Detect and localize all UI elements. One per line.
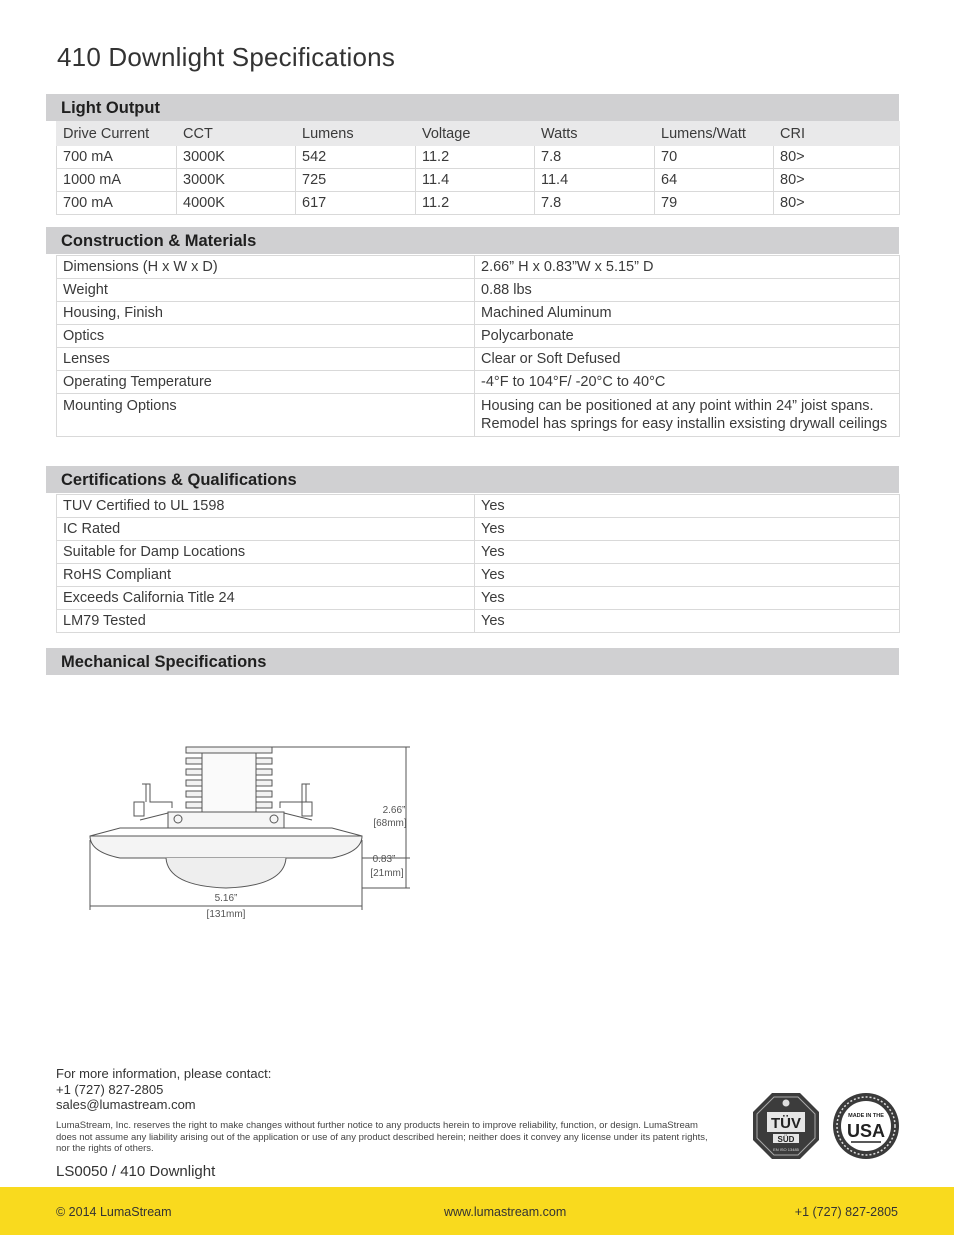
table-cell: 700 mA [57, 146, 177, 169]
spec-label: Housing, Finish [57, 302, 475, 325]
spec-label: Dimensions (H x W x D) [57, 256, 475, 279]
mechanical-header: Mechanical Specifications [46, 648, 899, 675]
table-cell: 11.4 [416, 169, 535, 192]
table-cell: 725 [296, 169, 416, 192]
table-cell: 4000K [177, 192, 296, 215]
tuv-sud-text: SÜD [777, 1135, 795, 1144]
made-in-usa-icon [832, 1092, 900, 1160]
certifications-header: Certifications & Qualifications [46, 466, 899, 493]
table-row [57, 169, 900, 192]
table-cell: 11.4 [535, 169, 655, 192]
table-cell: 11.2 [416, 192, 535, 215]
construction-header: Construction & Materials [46, 227, 899, 254]
table-row [57, 495, 900, 518]
spec-value: Housing can be positioned at any point within 24” joist spans. Remodel has springs for easy installin exsisting drywall ceilings [475, 394, 900, 437]
table-cell: 80> [774, 192, 900, 215]
usa-top-text: MADE IN THE [848, 1113, 884, 1119]
table-cell: 70 [655, 146, 774, 169]
table-cell: 617 [296, 192, 416, 215]
spec-label: Exceeds California Title 24 [57, 587, 475, 610]
table-row [57, 302, 900, 325]
spec-value: Machined Aluminum [475, 302, 900, 325]
column-header: Lumens/Watt [655, 122, 774, 146]
table-row [57, 146, 900, 169]
footer-website[interactable]: www.lumastream.com [444, 1205, 567, 1219]
table-cell: 3000K [177, 169, 296, 192]
table-row [57, 541, 900, 564]
dim-height-in: 2.66” [382, 805, 406, 816]
column-header: Lumens [296, 122, 416, 146]
table-cell: 80> [774, 146, 900, 169]
table-cell: 11.2 [416, 146, 535, 169]
footer-phone: +1 (727) 827-2805 [794, 1205, 898, 1219]
table-row [57, 610, 900, 633]
spec-value: Yes [475, 541, 900, 564]
table-cell: 700 mA [57, 192, 177, 215]
light-output-header: Light Output [46, 94, 899, 121]
table-cell: 542 [296, 146, 416, 169]
dim-lens-mm: [21mm] [370, 868, 404, 879]
construction-table [56, 255, 900, 437]
dim-lens-in: 0.83” [372, 854, 396, 865]
spec-label: Weight [57, 279, 475, 302]
usa-main-text: USA [846, 1121, 886, 1141]
table-cell: 79 [655, 192, 774, 215]
table-cell: 80> [774, 169, 900, 192]
table-row [57, 348, 900, 371]
tuv-sud-certification-icon [752, 1092, 820, 1160]
table-row [57, 325, 900, 348]
dim-width-mm: [131mm] [206, 909, 246, 920]
spec-label: LM79 Tested [57, 610, 475, 633]
spec-value: Polycarbonate [475, 325, 900, 348]
spec-label: Optics [57, 325, 475, 348]
legal-disclaimer: LumaStream, Inc. reserves the right to make changes without further notice to any products herein to improve reliability, function, or design. LumaStream does not assume any liability arising out of the application or use of any product described herein; neither does it convey any license under its patent rights, nor the rights of others. [56, 1120, 708, 1154]
spec-label: Operating Temperature [57, 371, 475, 394]
spec-label: RoHS Compliant [57, 564, 475, 587]
column-header: Voltage [416, 122, 535, 146]
spec-value: Yes [475, 610, 900, 633]
footer-copyright: © 2014 LumaStream [56, 1205, 172, 1219]
spec-label: Mounting Options [57, 394, 475, 437]
document-id: LS0050 / 410 Downlight [56, 1163, 216, 1180]
spec-value: -4°F to 104°F/ -20°C to 40°C [475, 371, 900, 394]
contact-email[interactable]: sales@lumastream.com [56, 1097, 196, 1112]
table-cell: 1000 mA [57, 169, 177, 192]
table-row [57, 192, 900, 215]
contact-phone: +1 (727) 827-2805 [56, 1081, 164, 1097]
spec-value: Clear or Soft Defused [475, 348, 900, 371]
dim-width-in: 5.16” [214, 893, 238, 904]
table-row [57, 279, 900, 302]
spec-value: Yes [475, 495, 900, 518]
table-row [57, 587, 900, 610]
light-output-table [56, 121, 900, 215]
spec-value: Yes [475, 564, 900, 587]
spec-value: Yes [475, 518, 900, 541]
contact-intro: For more information, please contact: [56, 1066, 272, 1081]
table-row [57, 564, 900, 587]
table-row [57, 371, 900, 394]
table-row [57, 518, 900, 541]
certifications-table [56, 494, 900, 633]
spec-value: 0.88 lbs [475, 279, 900, 302]
table-row [57, 394, 900, 437]
downlight-dimension-drawing [80, 740, 440, 922]
contact-block [56, 1066, 271, 1113]
page-title: 410 Downlight Specifications [57, 42, 396, 72]
dim-height-mm: [68mm] [373, 818, 407, 829]
column-header: Watts [535, 122, 655, 146]
table-cell: 64 [655, 169, 774, 192]
column-header: CCT [177, 122, 296, 146]
table-cell: 3000K [177, 146, 296, 169]
spec-value: Yes [475, 587, 900, 610]
column-header: Drive Current [57, 122, 177, 146]
table-cell: 7.8 [535, 146, 655, 169]
spec-label: Lenses [57, 348, 475, 371]
table-header-row [57, 122, 900, 146]
spec-label: Suitable for Damp Locations [57, 541, 475, 564]
spec-value: 2.66” H x 0.83”W x 5.15” D [475, 256, 900, 279]
spec-label: TUV Certified to UL 1598 [57, 495, 475, 518]
table-row [57, 256, 900, 279]
spec-label: IC Rated [57, 518, 475, 541]
tuv-text: TÜV [771, 1115, 801, 1132]
tuv-iso-text: EN ISO 13485 [773, 1147, 799, 1152]
table-cell: 7.8 [535, 192, 655, 215]
column-header: CRI [774, 122, 900, 146]
footer-bar [0, 1187, 954, 1235]
